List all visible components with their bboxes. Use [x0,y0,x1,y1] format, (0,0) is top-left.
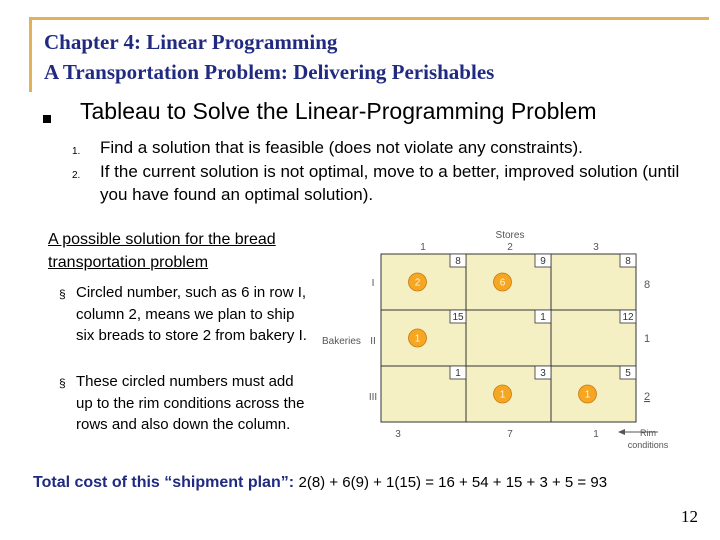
page-number: 12 [681,507,698,526]
column-rim-2: 7 [507,429,513,440]
cost-value: 15 [452,312,464,323]
row-label-1: I [371,278,375,289]
step-text: Find a solution that is feasible (does not violate any constraints). [100,138,583,157]
cost-value: 1 [540,312,546,323]
section-bullet-icon: § [59,287,66,301]
row-label-2: II [370,336,376,347]
title-frame-left-rule [29,17,32,92]
cost-value: 8 [455,256,461,267]
step-number: 1. [72,146,81,157]
slide-title-line2: A Transportation Problem: Delivering Perishables [44,60,495,84]
cost-value: 8 [625,256,631,267]
row-rim-2: 1 [643,333,651,345]
column-header-2: 2 [507,242,513,253]
bakeries-label: Bakeries [322,336,361,347]
slide-title-line1: Chapter 4: Linear Programming [44,30,338,54]
rim-arrowhead [618,429,625,435]
cost-value: 5 [625,368,631,379]
column-rim-1: 3 [395,429,401,440]
total-cost-label: Total cost of this “shipment plan”: [33,474,295,491]
shipment-value: 6 [499,277,506,289]
title-frame-top-rule [29,17,709,20]
row-rim-1: 8 [643,279,651,291]
bullet-text: These circled numbers must add up to the rim conditions across the rows and also down the column. [76,373,305,433]
shipment-value: 1 [414,333,421,345]
total-cost-line [33,474,607,492]
step-text: If the current solution is not optimal, move to a better, improved solution (until you have found an optimal solution). [100,162,680,204]
stores-label: Stores [495,230,525,241]
solution-subheading: A possible solution for the bread transportation problem [48,231,276,271]
shipment-value: 1 [499,389,506,401]
rim-conditions-label-line1: Rim [640,428,656,438]
shipment-value: 2 [414,277,421,289]
cost-value: 1 [455,368,461,379]
shipment-value: 1 [584,389,591,401]
cost-value: 3 [540,368,546,379]
cost-value: 9 [540,256,546,267]
cost-value: 12 [622,312,634,323]
row-rim-3: 2 [643,391,651,403]
column-header-1: 1 [420,242,426,253]
square-bullet-icon [43,115,51,123]
rim-conditions-label-line2: conditions [627,440,669,450]
total-cost-equation: 2(8) + 6(9) + 1(15) = 16 + 54 + 15 + 3 + 5 = 93 [298,474,608,491]
main-bullet-text: Tableau to Solve the Linear-Programming Problem [80,98,597,124]
transportation-tableau [318,226,718,458]
step-number: 2. [72,170,81,181]
bullet-text: Circled number, such as 6 in row I, column 2, means we plan to ship six breads to store 2 from bakery I. [76,284,307,344]
section-bullet-icon: § [59,376,66,390]
column-header-3: 3 [593,242,599,253]
row-label-3: III [368,392,378,403]
column-rim-3: 1 [593,429,599,440]
